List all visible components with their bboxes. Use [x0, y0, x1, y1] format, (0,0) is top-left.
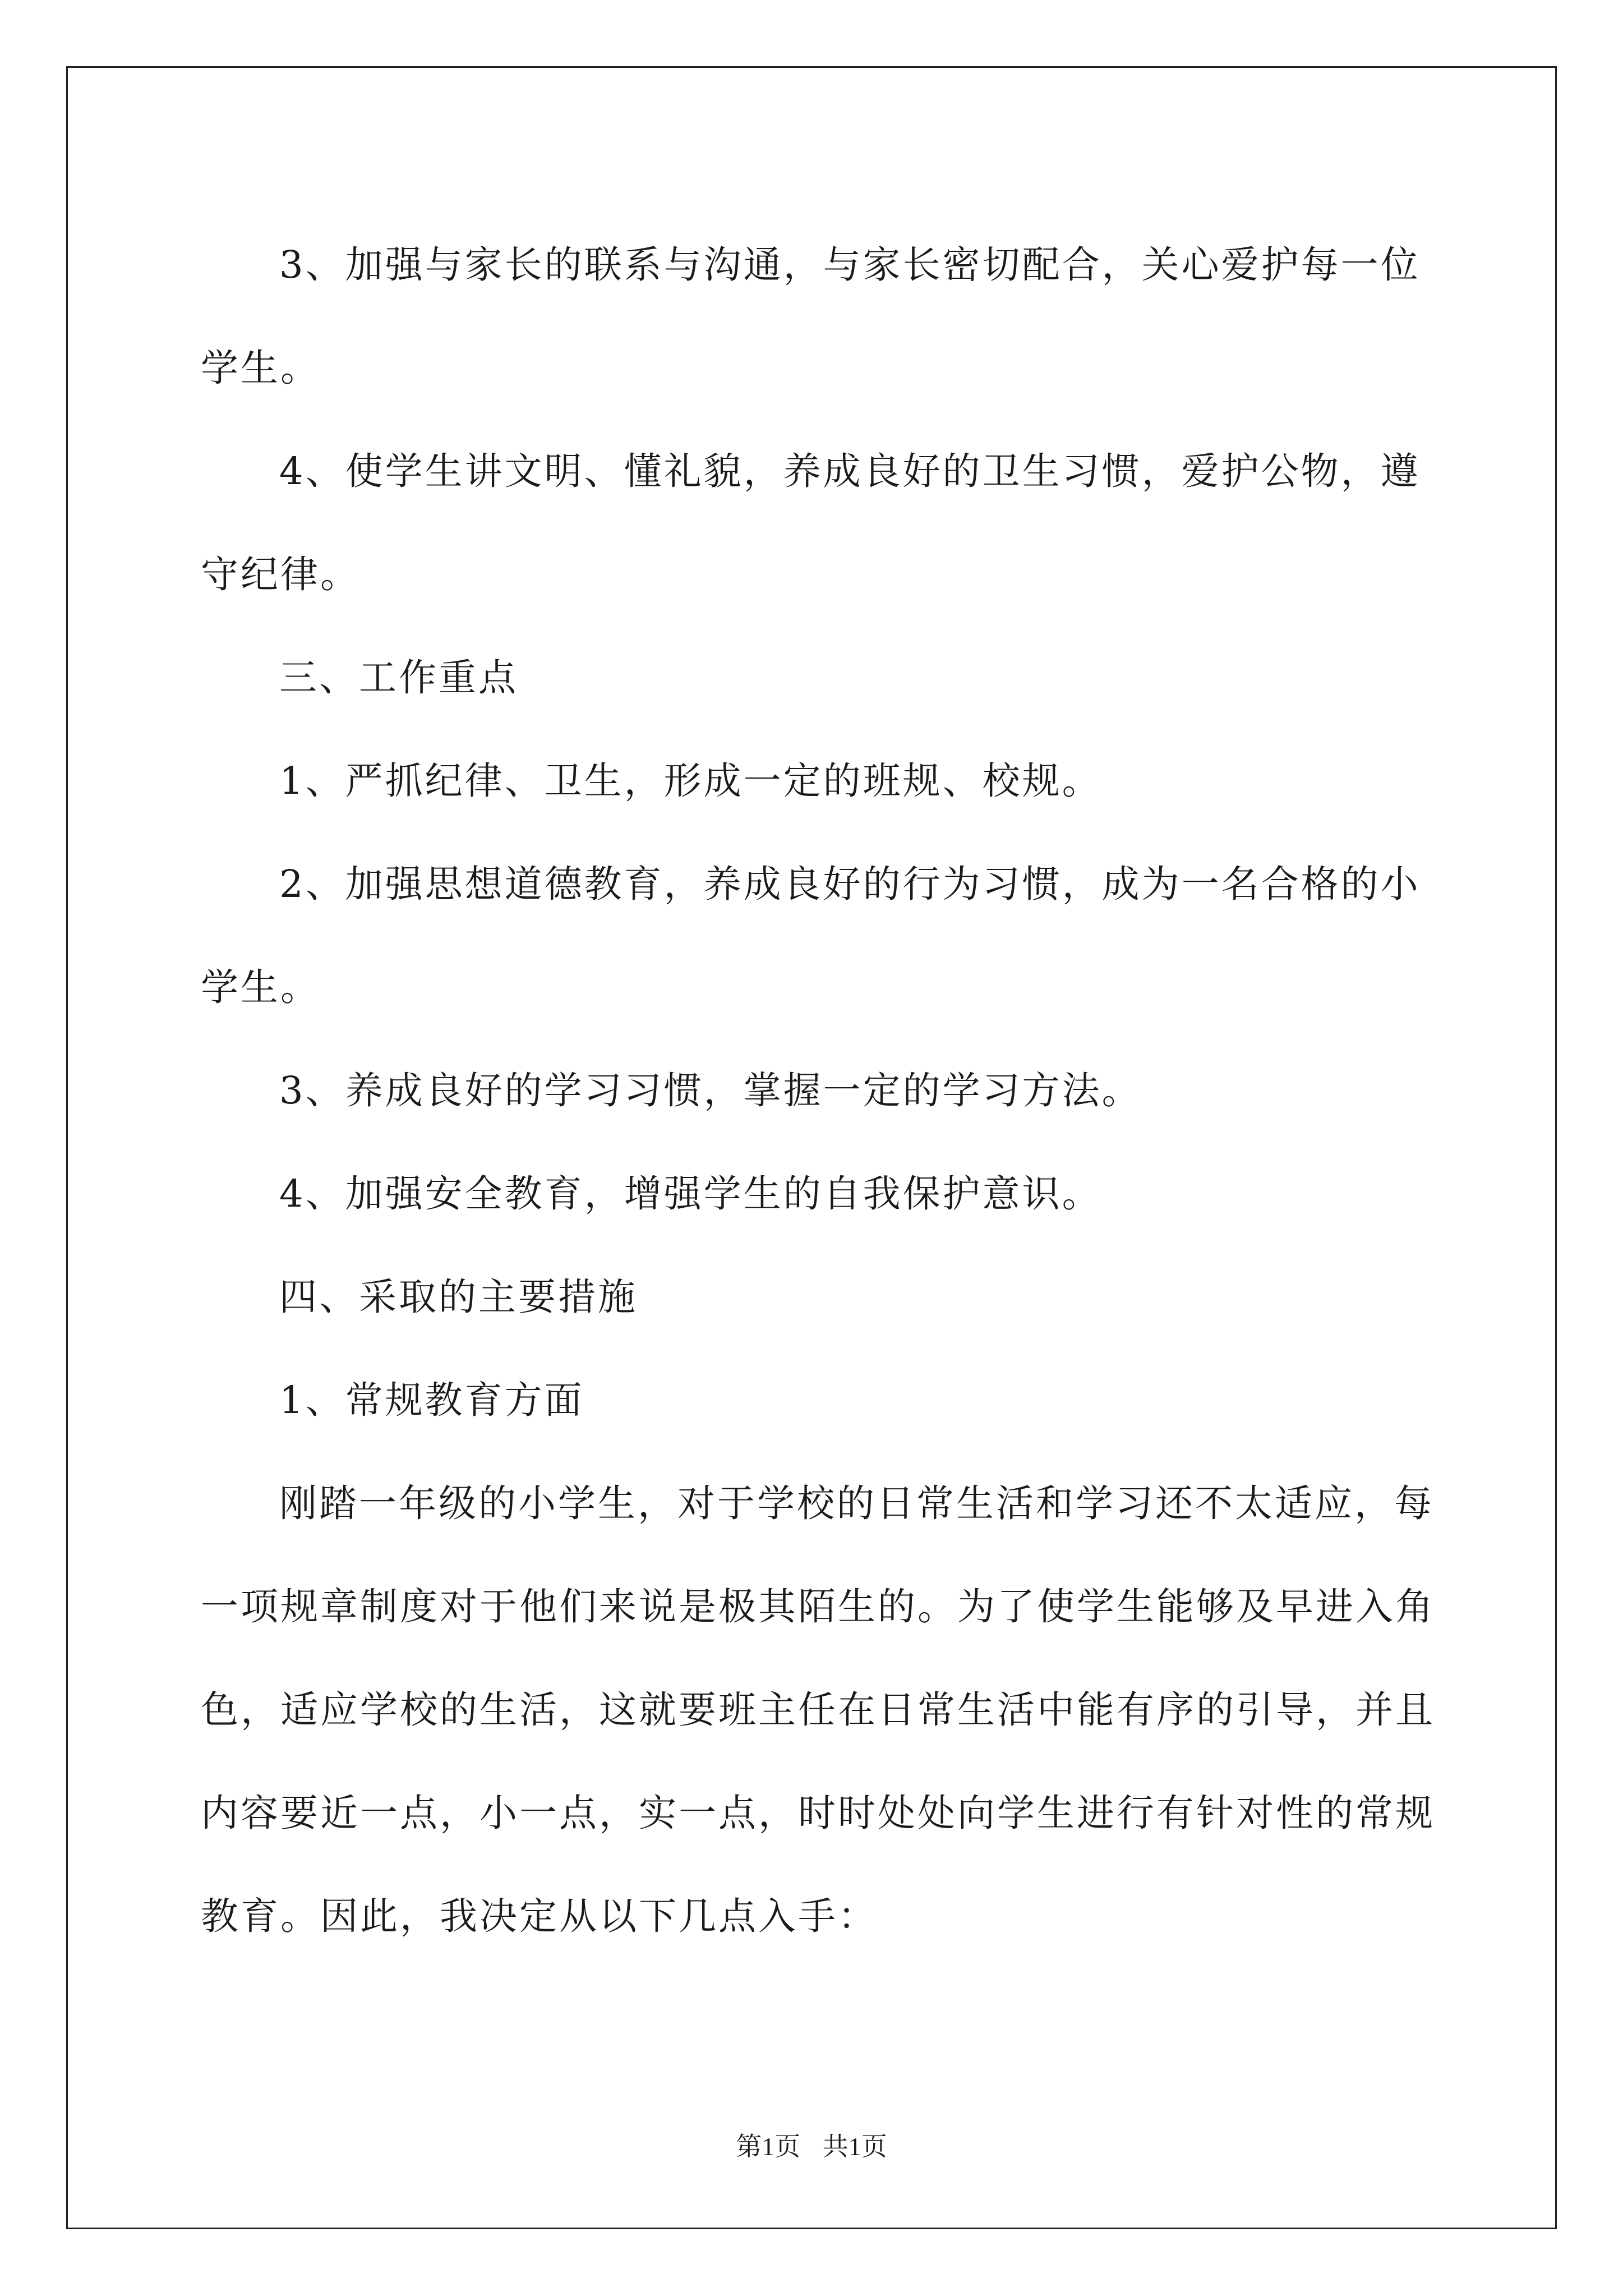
- page-number-total: 共1页: [822, 2132, 887, 2161]
- subsection-heading: 1、常规教育方面: [279, 1378, 584, 1422]
- document-body: [201, 213, 1436, 1968]
- page-number-current: 第1页: [736, 2132, 801, 2161]
- list-item: 2、加强思想道德教育，养成良好的行为习惯，成为一名合格的小学生。: [201, 862, 1421, 1009]
- paragraph: 4、使学生讲文明、懂礼貌，养成良好的卫生习惯，爱护公物，遵守纪律。: [201, 449, 1421, 596]
- list-item: 4、加强安全教育，增强学生的自我保护意识。: [279, 1172, 1102, 1216]
- section-heading: 四、采取的主要措施: [279, 1275, 638, 1319]
- paragraph: 3、加强与家长的联系与沟通，与家长密切配合，关心爱护每一位学生。: [201, 243, 1421, 390]
- page-footer: [0, 2130, 1623, 2164]
- list-item: 3、养成良好的学习习惯，掌握一定的学习方法。: [279, 1069, 1142, 1112]
- paragraph: 刚踏一年级的小学生，对于学校的日常生活和学习还不太适应，每一项规章制度对于他们来说是极其陌生的。为了使学生能够及早进入角色，适应学校的生活，这就要班主任在日常生活中能有序的引导，并且内容要近一点，小一点，实一点，时时处处向学生进行有针对性的常规教育。因此，我决定从以下几点入手：: [201, 1481, 1435, 1938]
- list-item: 1、严抓纪律、卫生，形成一定的班规、校规。: [279, 759, 1102, 803]
- section-heading: 三、工作重点: [279, 656, 518, 700]
